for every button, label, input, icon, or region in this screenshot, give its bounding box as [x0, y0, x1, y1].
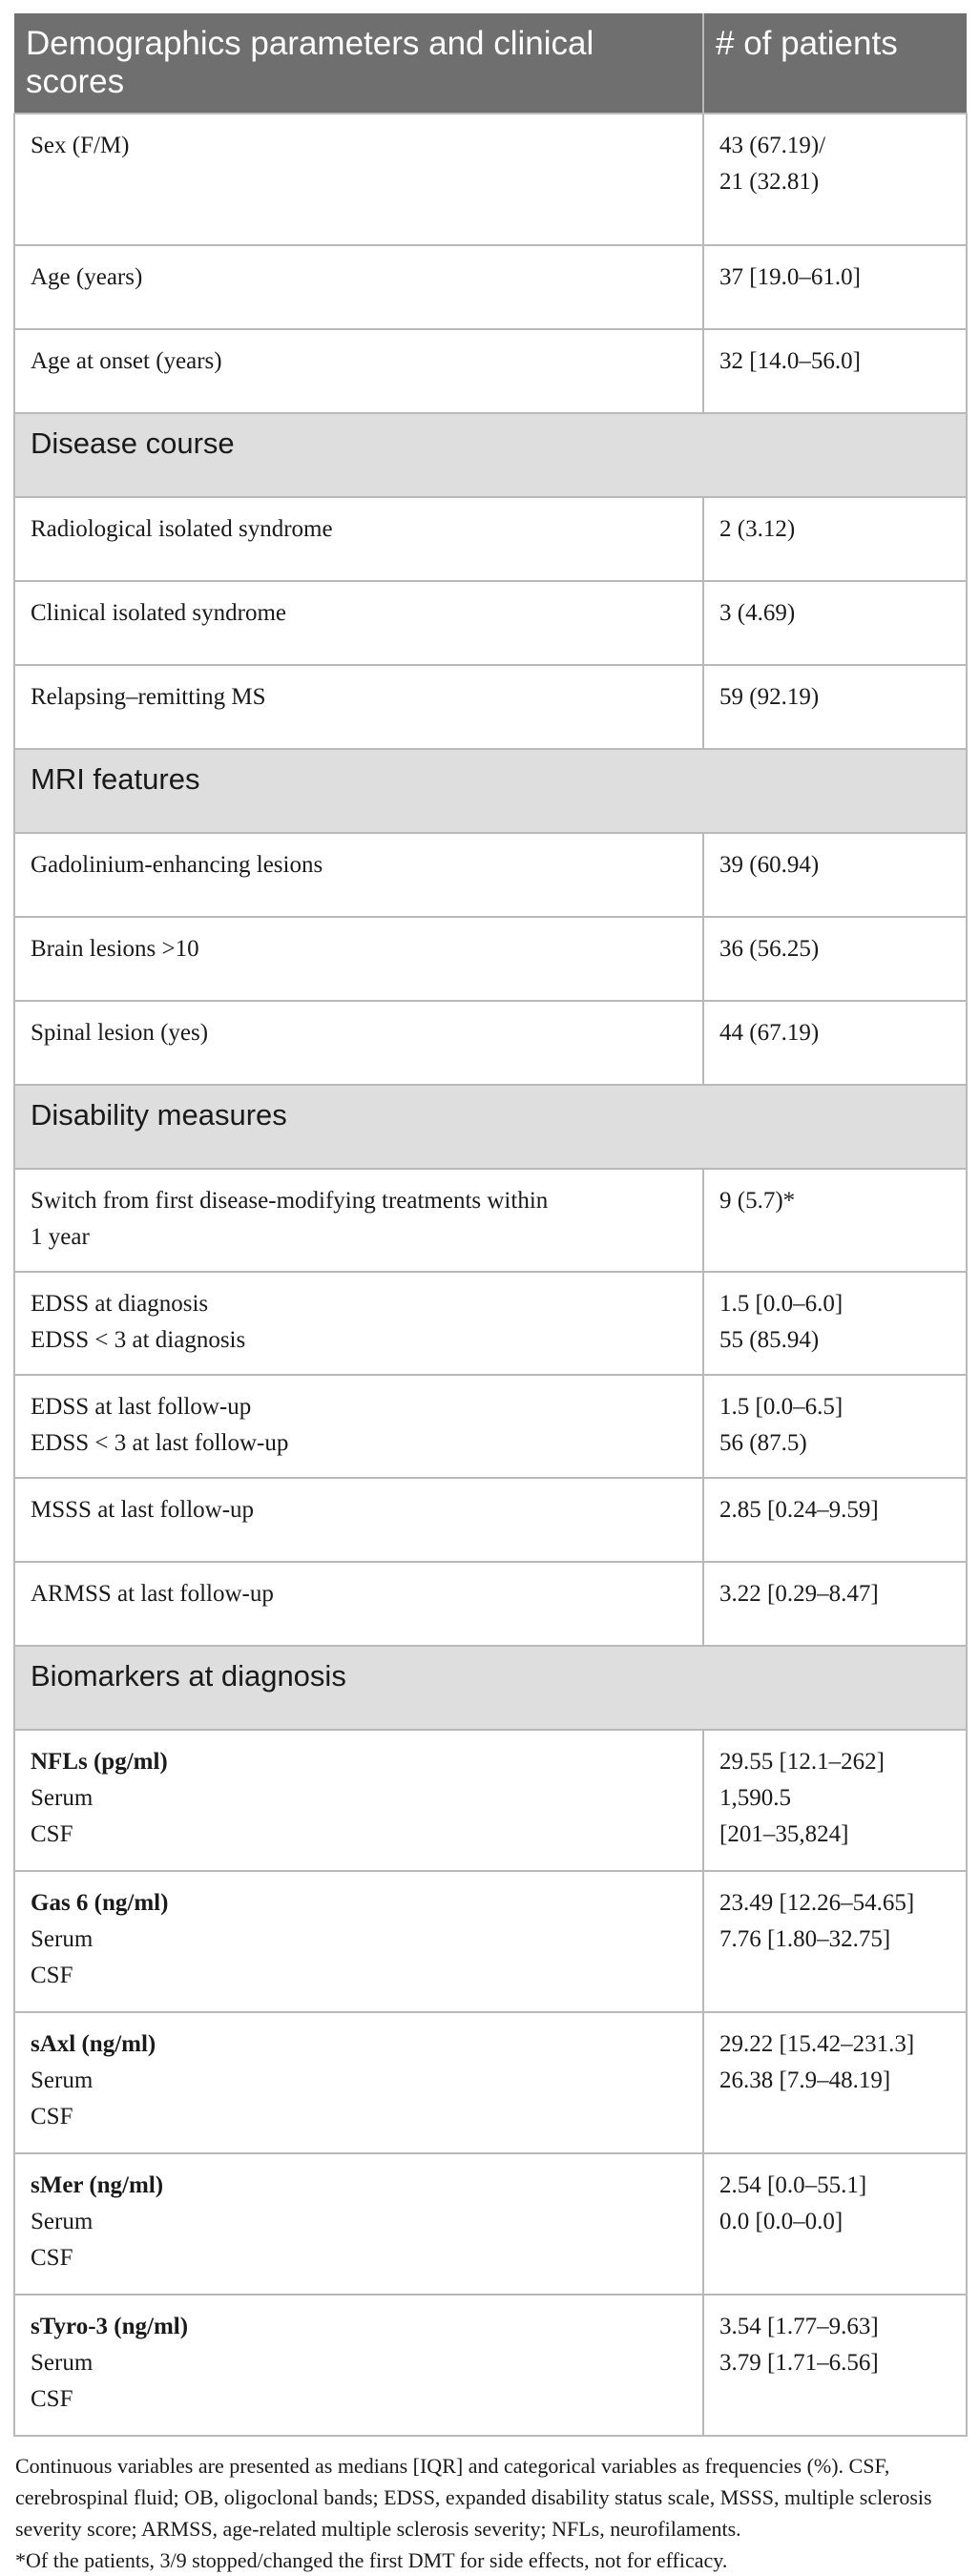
table-row — [14, 2012, 967, 2153]
footnote-abbreviations: Continuous variables are presented as medians [IQR] and categorical variables as frequencies (%). CSF, cerebrospinal fluid; OB, oligoclonal bands; EDSS, expanded disability status scale, MSSS, multiple sclerosis severity score; ARMSS, age-related multiple sclerosis severity; NFLs, neurofilaments. — [15, 2454, 932, 2541]
biomarker-name: sMer (ng/ml) — [31, 2172, 164, 2198]
row-label — [14, 1169, 703, 1272]
row-label: Brain lesions >10 — [14, 917, 703, 1001]
row-value — [703, 1375, 967, 1478]
label-line: EDSS < 3 at diagnosis — [31, 1327, 246, 1353]
table-header-row — [14, 13, 967, 114]
row-value: 32 [14.0–56.0] — [703, 329, 967, 413]
sample-type: CSF — [31, 1821, 73, 1847]
value-line: 9 (5.7)* — [719, 1188, 796, 1214]
row-value — [703, 114, 967, 245]
row-value — [703, 1730, 967, 1871]
value-line: 0.0 [0.0–0.0] — [719, 2209, 844, 2234]
row-label: Spinal lesion (yes) — [14, 1001, 703, 1085]
sample-type: Serum — [31, 2209, 94, 2234]
table-row — [14, 1001, 967, 1085]
row-value: 3.22 [0.29–8.47] — [703, 1562, 967, 1646]
value-line: 23.49 [12.26–54.65] — [719, 1890, 915, 1916]
sample-type: CSF — [31, 1963, 73, 1988]
value-line: 43 (67.19)/ — [719, 133, 826, 158]
row-label: Clinical isolated syndrome — [14, 581, 703, 665]
table-row — [14, 1169, 967, 1272]
row-label: Gadolinium-enhancing lesions — [14, 833, 703, 917]
section-header-row — [14, 1085, 967, 1169]
value-line: 29.22 [15.42–231.3] — [719, 2031, 915, 2057]
label-line: 1 year — [31, 1224, 90, 1250]
value-line: 55 (85.94) — [719, 1327, 820, 1353]
row-value: 36 (56.25) — [703, 917, 967, 1001]
row-value: 2.85 [0.24–9.59] — [703, 1478, 967, 1562]
sample-type: CSF — [31, 2245, 73, 2271]
value-line: 1.5 [0.0–6.5] — [719, 1394, 844, 1420]
row-value — [703, 1272, 967, 1375]
row-value: 3 (4.69) — [703, 581, 967, 665]
section-title-mri: MRI features — [14, 749, 967, 833]
label-line: EDSS at diagnosis — [31, 1291, 209, 1317]
label-line: EDSS at last follow-up — [31, 1394, 252, 1420]
row-label: Relapsing–remitting MS — [14, 665, 703, 749]
value-line: 29.55 [12.1–262] — [719, 1749, 885, 1775]
header-parameters: Demographics parameters and clinical scores — [14, 13, 703, 114]
row-value: 37 [19.0–61.0] — [703, 245, 967, 329]
table-row — [14, 2153, 967, 2295]
value-line: [201–35,824] — [719, 1821, 849, 1847]
row-label — [14, 2295, 703, 2436]
value-line: 7.76 [1.80–32.75] — [719, 1926, 891, 1952]
table-row — [14, 1272, 967, 1375]
row-label: Age (years) — [14, 245, 703, 329]
value-line: 1.5 [0.0–6.0] — [719, 1291, 844, 1317]
table-row — [14, 1478, 967, 1562]
footnote-asterisk: *Of the patients, 3/9 stopped/changed the first DMT for side effects, not for efficacy. — [15, 2548, 728, 2572]
label-line: Switch from first disease-modifying treatments within — [31, 1188, 549, 1214]
row-label — [14, 1871, 703, 2012]
value-line: 26.38 [7.9–48.19] — [719, 2067, 891, 2093]
value-line: 2.54 [0.0–55.1] — [719, 2172, 867, 2198]
sample-type: CSF — [31, 2104, 73, 2129]
table-row — [14, 1562, 967, 1646]
value-line: 56 (87.5) — [719, 1430, 807, 1456]
value-line: 1,590.5 — [719, 1785, 791, 1811]
row-label — [14, 2012, 703, 2153]
row-label: Sex (F/M) — [14, 114, 703, 245]
section-header-row — [14, 1646, 967, 1730]
table-row — [14, 497, 967, 581]
biomarker-name: NFLs (pg/ml) — [31, 1749, 168, 1775]
table-footnotes — [13, 2437, 968, 2576]
row-value — [703, 2295, 967, 2436]
section-header-row — [14, 413, 967, 497]
table-row — [14, 114, 967, 245]
value-line: 3.79 [1.71–6.56] — [719, 2350, 879, 2376]
table-row — [14, 833, 967, 917]
header-patients: # of patients — [703, 13, 967, 114]
row-value: 2 (3.12) — [703, 497, 967, 581]
table-row — [14, 2295, 967, 2436]
section-title-disease-course: Disease course — [14, 413, 967, 497]
table-row — [14, 245, 967, 329]
sample-type: Serum — [31, 1785, 94, 1811]
row-label — [14, 1272, 703, 1375]
section-title-biomarkers: Biomarkers at diagnosis — [14, 1646, 967, 1730]
sample-type: Serum — [31, 1926, 94, 1952]
row-value — [703, 2012, 967, 2153]
table-row — [14, 581, 967, 665]
row-value — [703, 1871, 967, 2012]
table-row — [14, 1871, 967, 2012]
value-line: 21 (32.81) — [719, 169, 820, 195]
biomarker-name: sTyro-3 (ng/ml) — [31, 2314, 189, 2339]
row-label: MSSS at last follow-up — [14, 1478, 703, 1562]
table-row — [14, 329, 967, 413]
row-value: 39 (60.94) — [703, 833, 967, 917]
patient-characteristics-table — [13, 13, 968, 2437]
row-label: Age at onset (years) — [14, 329, 703, 413]
value-line: 3.54 [1.77–9.63] — [719, 2314, 879, 2339]
patient-characteristics-table-container — [13, 13, 966, 2576]
row-value: 44 (67.19) — [703, 1001, 967, 1085]
sample-type: Serum — [31, 2350, 94, 2376]
row-label — [14, 1730, 703, 1871]
section-title-disability: Disability measures — [14, 1085, 967, 1169]
biomarker-name: Gas 6 (ng/ml) — [31, 1890, 169, 1916]
sample-type: Serum — [31, 2067, 94, 2093]
sample-type: CSF — [31, 2386, 73, 2412]
biomarker-name: sAxl (ng/ml) — [31, 2031, 156, 2057]
row-value: 59 (92.19) — [703, 665, 967, 749]
table-row — [14, 1730, 967, 1871]
label-line: EDSS < 3 at last follow-up — [31, 1430, 289, 1456]
section-header-row — [14, 749, 967, 833]
table-row — [14, 665, 967, 749]
row-label — [14, 1375, 703, 1478]
row-value — [703, 2153, 967, 2295]
row-value — [703, 1169, 967, 1272]
table-row — [14, 917, 967, 1001]
row-label: Radiological isolated syndrome — [14, 497, 703, 581]
row-label: ARMSS at last follow-up — [14, 1562, 703, 1646]
row-label — [14, 2153, 703, 2295]
table-row — [14, 1375, 967, 1478]
